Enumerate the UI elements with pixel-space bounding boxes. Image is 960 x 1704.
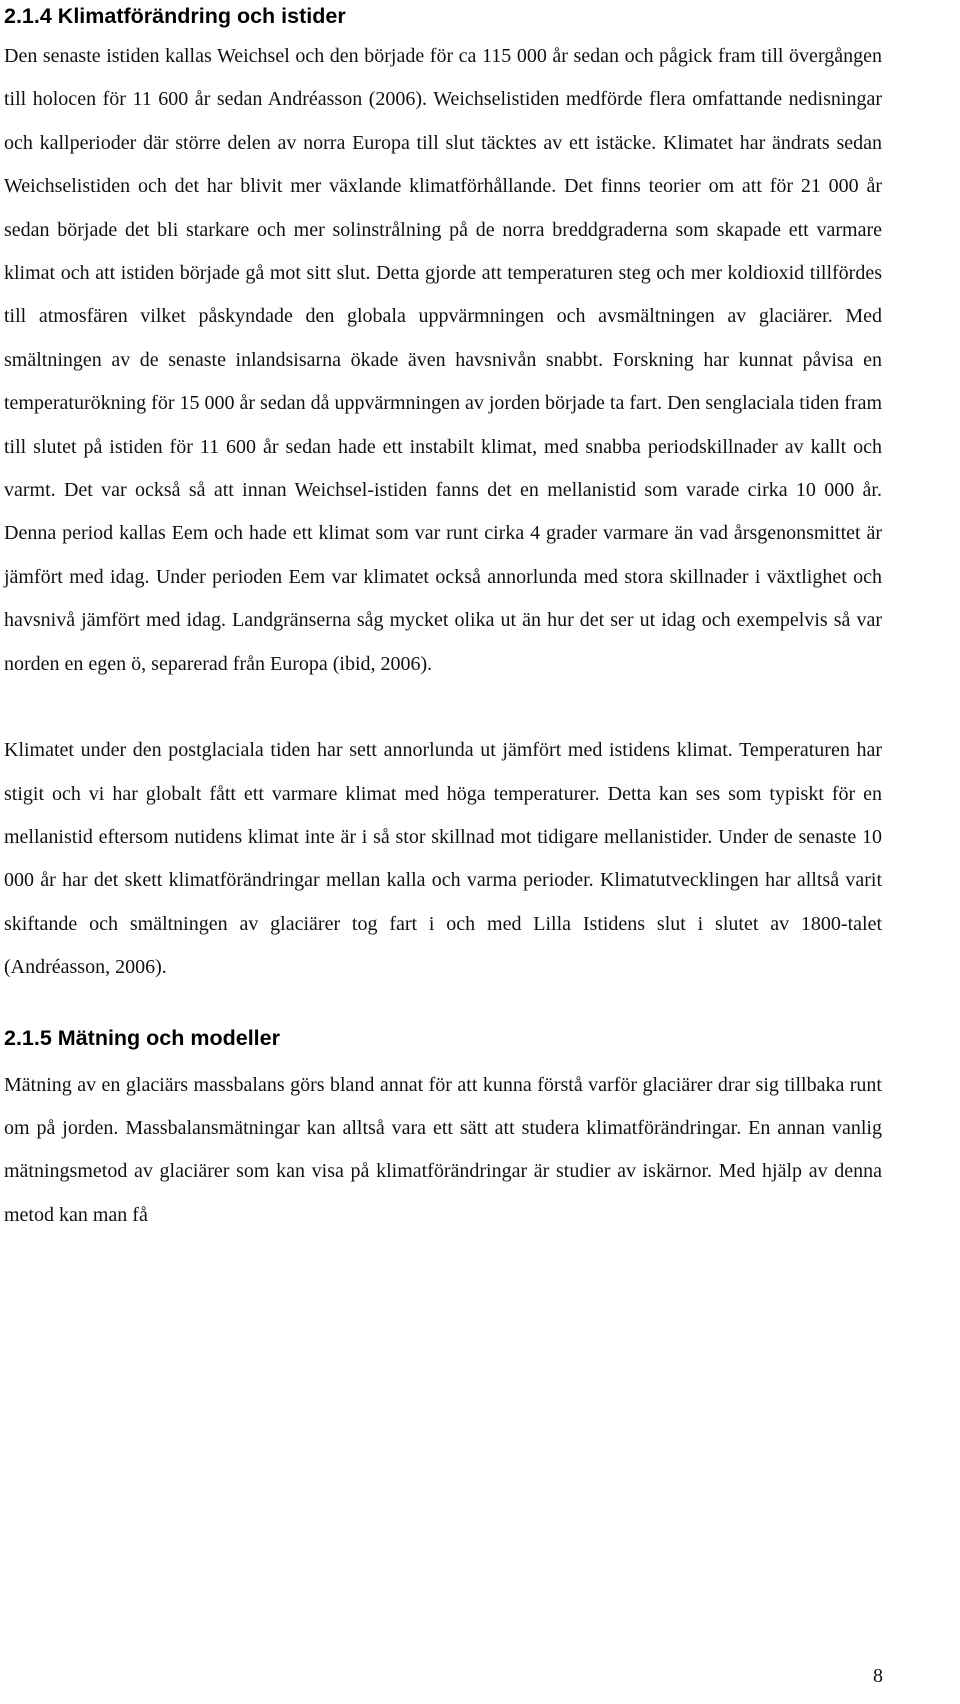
section-heading-matning-och-modeller: 2.1.5 Mätning och modeller <box>4 1025 280 1050</box>
paragraph: Den senaste istiden kallas Weichsel och den började för ca 115 000 år sedan och pågick fram till övergången till holocen för 11 600 år sedan Andréasson (2006). Weichselistiden medförde flera omfattande nedisningar och kallperioder där större delen av norra Europa till slut täcktes av ett istäcke. Klimatet har ändrats sedan Weichselistiden och det har blivit mer växlande klimatförhållande. Det finns teorier om att för 21 000 år sedan började det bli starkare och mer solinstrålning på de norra breddgraderna som skapade ett varmare klimat och att istiden började gå mot sitt slut. Detta gjorde att temperaturen steg och mer koldioxid tillfördes till atmosfären vilket påskyndade den globala uppvärmningen och avsmältningen av glaciärer. Med smältningen av de senaste inlandsisarna ökade även havsnivån snabbt. Forskning har kunnat påvisa en temperaturökning för 15 000 år sedan då uppvärmningen av jorden började ta fart. Den senglaciala tiden fram till slutet på istiden för 11 600 år sedan hade ett instabilt klimat, med snabba periodskillnader av kallt och varmt. Det var också så att innan Weichsel-istiden fanns det en mellanistid som varade cirka 10 000 år. Denna period kallas Eem och hade ett klimat som var runt cirka 4 grader varmare än vad årsgenonsmittet är jämfört med idag. Under perioden Eem var klimatet också annorlunda med stora skillnader i växtlighet och havsnivå jämfört med idag. Landgränserna såg mycket olika ut än hur det ser ut idag och exempelvis så var norden en egen ö, separerad från Europa (ibid, 2006). <box>4 45 883 675</box>
document-page <box>4 0 882 1237</box>
paragraph: Klimatet under den postglaciala tiden har sett annorlunda ut jämfört med istidens klimat. Temperaturen har stigit och vi har globalt fått ett varmare klimat med höga temperaturer. Detta kan ses som typiskt för en mellanistid eftersom nutidens klimat inte är i så stor skillnad mot tidigare mellanistider. Under de senaste 10 000 år har det skett klimatförändringar mellan kalla och varma perioder. Klimatutvecklingen har alltså varit skiftande och smältningen av glaciärer tog fart i och med Lilla Istidens slut i slutet av 1800-talet (Andréasson, 2006). <box>4 739 882 979</box>
section-heading-klimatforandring: 2.1.4 Klimatförändring och istider <box>4 4 346 28</box>
paragraph: Mätning av en glaciärs massbalans görs bland annat för att kunna förstå varför glaciärer drar sig tillbaka runt om på jorden. Massbalansmätningar kan alltså vara ett sätt att studera klimatförändringar. En annan vanlig mätningsmetod av glaciärer som kan visa på klimatförändringar är studier av iskärnor. Med hjälp av denna metod kan man få <box>4 1073 882 1226</box>
page-number: 8 <box>873 1665 883 1687</box>
